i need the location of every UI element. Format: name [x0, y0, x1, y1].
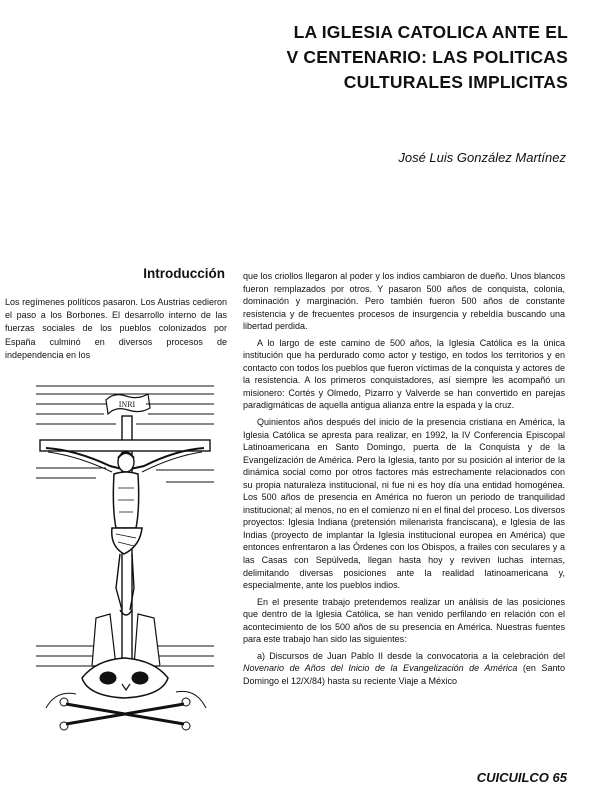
- list-item-suffix: (en Santo Domingo el 12/X/84) hasta su reciente Viaje a México: [243, 663, 565, 686]
- list-item-prefix: a) Discursos de Juan Pablo II desde la convocatoria a la celebración del: [257, 650, 565, 661]
- left-column-text: Los regímenes políticos pasaron. Los Austrias cedieron el paso a los Borbones. El desarrollo interno de las fuerzas sociales de los pueblos colonizados por España culminó en diversos procesos de independencia en los: [5, 297, 227, 360]
- article-author: José Luis González Martínez: [398, 150, 566, 165]
- list-item-italic-title: Novenario de Años del Inicio de la Evangelización de América: [243, 663, 518, 674]
- paragraph-4: En el presente trabajo pretendemos realizar un análisis de las posiciones que dentro de la Iglesia Católica, se han venido perfilando en relación con el acontecimiento de los 500 años de su presencia en América. Nuestras fuentes para este trabajo han sido las siguientes:: [243, 596, 565, 645]
- main-text-column: [243, 270, 565, 692]
- article-title: [268, 20, 568, 95]
- journal-page-footer: CUICUILCO 65: [476, 770, 567, 785]
- paragraph-1: que los criollos llegaron al poder y los indios cambiaron de dueño. Unos blancos fueron remplazados por otros. Y pasaron 500 años de conquista, colonia, dominación y marginación. Pero también fueron 500 años de constante resistencia y de frecuentes procesos de insurgencia y rebeldía buscando una libertad perdida.: [243, 271, 565, 332]
- crucifix-illustration: [36, 378, 214, 740]
- title-line-3: CULTURALES IMPLICITAS: [343, 72, 568, 92]
- title-line-2: V CENTENARIO: LAS POLITICAS: [286, 47, 568, 67]
- sources-list-item-a: [243, 650, 565, 688]
- paragraph-2: A lo largo de este camino de 500 años, la Iglesia Católica es la única institución que ha perdurado como actor y testigo, en todos los territorios y en contacto con todos los pueblos que fueron víctimas de la conquista y actores de la resistencia. A los primeros conquistadores, así siempre les acompañó un misionero: Cortés y Olmedo, Pizarro y Valverde se han convertido en parejas paradigmáticas de aquella antigua alianza entre la espada y la cruz.: [243, 337, 565, 411]
- title-line-1: LA IGLESIA CATOLICA ANTE EL: [293, 22, 568, 42]
- inscription-text: INRI: [118, 400, 136, 409]
- paragraph-3: Quinientos años después del inicio de la presencia cristiana en América, la Iglesia Católica se apresta para realizar, en 1992, la IV Conferencia Episcopal Latinoamericana en Santo Domingo, puerta de la Conquista y de la Evangelización de América. Pero la Iglesia, tanto por su posición al interior de la dinámica social como por otros factores más estrechamente relacionados con su propia naturaleza institucional, ni fue ni es hoy día una entidad homogénea. Los 500 años de presencia en América no fueron un periodo de tranquilidad institucional; al menos, no en el comienzo ni en el final del proceso. Los diversos proyectos: Iglesia Indiana (pretensión milenarista franciscana), e Iglesia de las Indias (proyecto de implantar la Iglesia institucional europea en América) que entonces enfrentaron a las Órdenes con los Obispos, a frailes con seculares y a las Casas con Sepúlveda, llegan hasta hoy y reviven luchas internas, delimitando diversas posiciones ante la realidad latinoamericana y, especialmente, ante los pueblos indios.: [243, 417, 565, 591]
- section-heading: Introducción: [143, 266, 225, 281]
